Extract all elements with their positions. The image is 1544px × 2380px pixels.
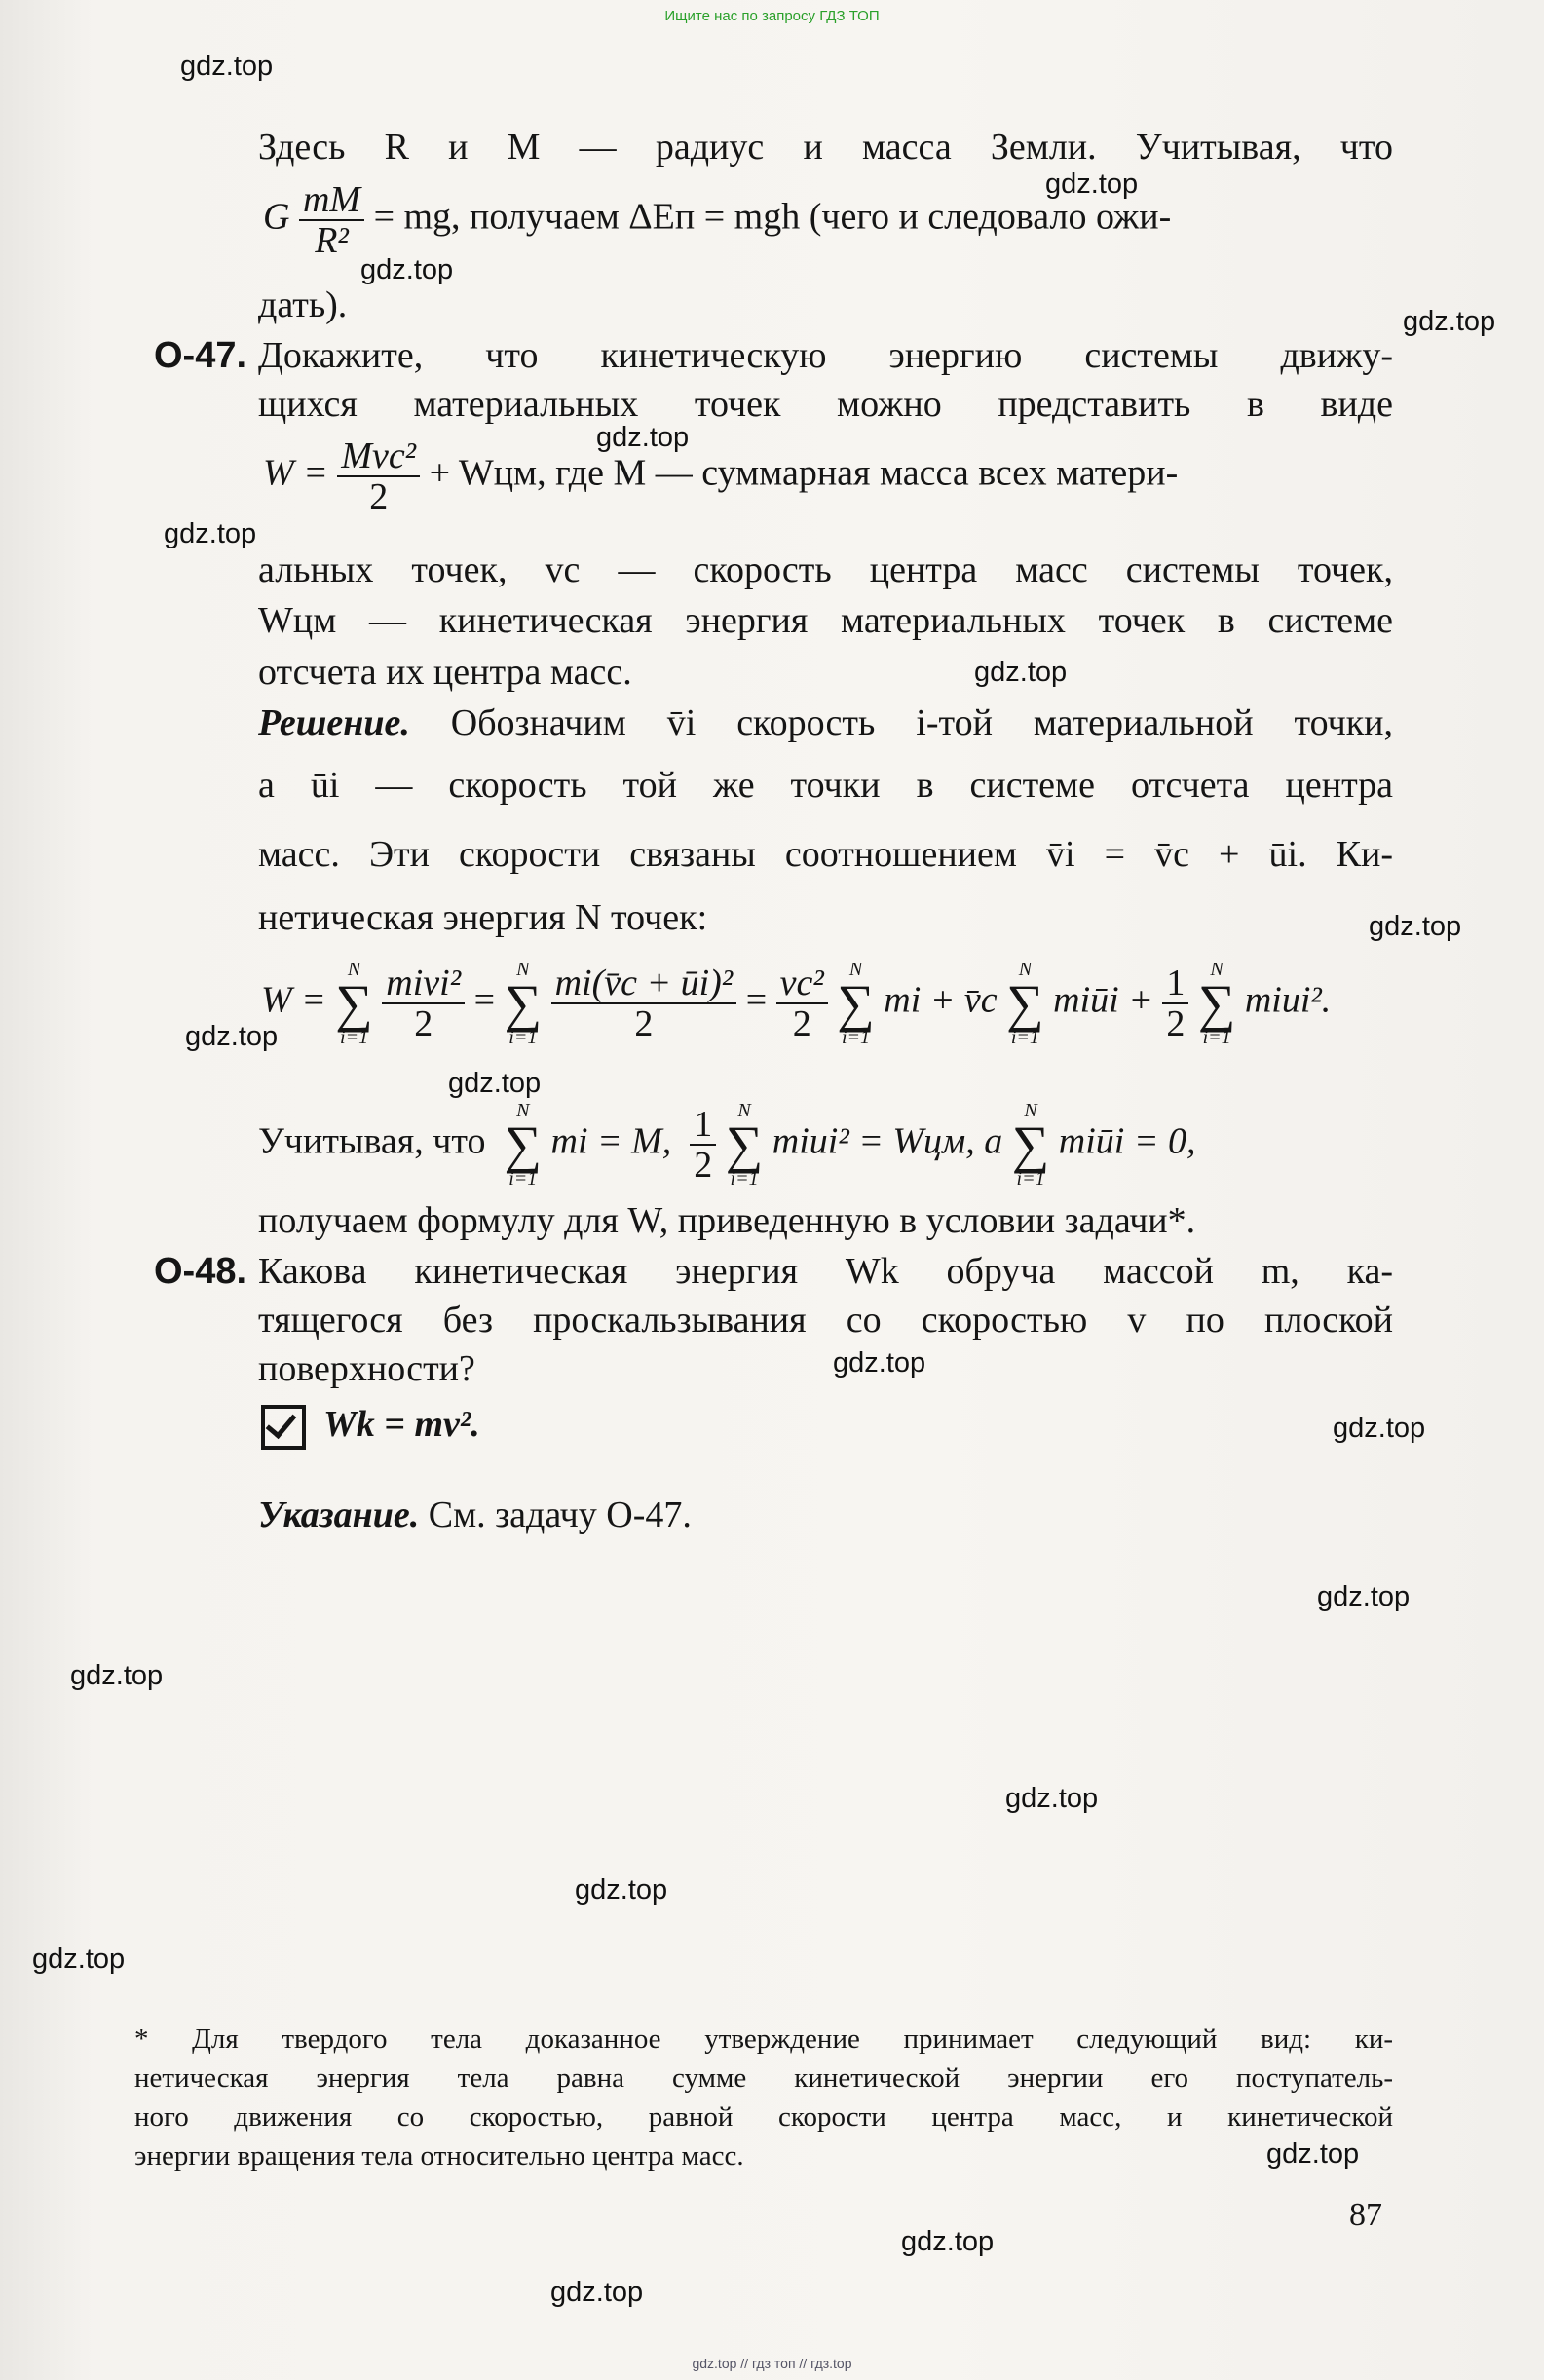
eq-term-6: miui². <box>1244 979 1332 1021</box>
watermark: gdz.top <box>1266 2138 1360 2170</box>
answer-line <box>261 1400 480 1450</box>
watermark: gdz.top <box>901 2226 995 2257</box>
sum-sign: N ∑ i=1 <box>504 1100 542 1190</box>
p47-line-2: щихся материальных точек можно представить в виде <box>258 384 1393 425</box>
watermark: gdz.top <box>360 254 454 285</box>
sum-upper: N <box>516 959 530 980</box>
sum-lower: i=1 <box>340 1027 369 1048</box>
solution-line-1 <box>258 699 1393 747</box>
watermark: gdz.top <box>1045 169 1139 200</box>
watermark: gdz.top <box>1403 306 1496 337</box>
gravity-constant: G <box>263 196 290 238</box>
watermark: gdz.top <box>32 1944 126 1975</box>
numerator: mM <box>299 180 364 221</box>
watermark: gdz.top <box>180 51 274 82</box>
denominator: 2 <box>792 1003 811 1044</box>
sum-sign: N ∑ i=1 <box>1006 959 1044 1048</box>
footnote-line-4: энергии вращения тела относительно центра масс. <box>134 2140 744 2172</box>
denominator: 2 <box>694 1145 713 1186</box>
watermark: gdz.top <box>185 1021 279 1052</box>
p47-line-4: альных точек, vc — скорость центра масс системы точек, <box>258 549 1393 590</box>
numerator: 1 <box>690 1105 716 1146</box>
problem-48-number: О-48. <box>154 1251 247 1292</box>
p47-line-5: Wцм — кинетическая энергия материальных точек в системе <box>258 600 1393 641</box>
fraction-mM-R2 <box>299 180 364 260</box>
denominator: 2 <box>414 1003 433 1044</box>
watermark: gdz.top <box>1333 1413 1426 1444</box>
numerator: 1 <box>1162 963 1188 1004</box>
checkbox-icon <box>261 1405 306 1450</box>
kinetic-energy-equation: W = N ∑ i=1 $\frac{\text{mivi²}}{2}$ = N ∑ i=1 $\frac{\text{mi(v̄c + ūi)²}}{2}$ = $\frac{\text{vc²}}{2}$ N ∑ i=1 mi + v̄c N ∑ i=1 miūi + $\frac{1}{2}$ N ∑ i=1 miui². <box>261 959 1332 1048</box>
sum-sign: N ∑ i=1 <box>1197 959 1236 1048</box>
sum-upper: N <box>1210 959 1224 980</box>
hint-text: См. задачу О-47. <box>428 1494 692 1535</box>
watermark: gdz.top <box>164 518 257 549</box>
sum-lower: i=1 <box>1016 1168 1045 1190</box>
numerator: Mvc² <box>337 436 420 477</box>
given-half <box>690 1105 716 1185</box>
given-line <box>258 1101 1196 1189</box>
solution-text: Обозначим v̄i скорость i-той материальной точки, <box>450 702 1394 743</box>
p47-line-1: Докажите, что кинетическую энергию системы движу- <box>258 335 1393 376</box>
denominator: 2 <box>634 1003 654 1044</box>
page-number: 87 <box>1349 2197 1382 2233</box>
footnote-line-3: ного движения со скоростью, равной скорости центра масс, и кинетической <box>134 2101 1393 2133</box>
numerator: mi(v̄c + ūi)² <box>551 963 737 1004</box>
sum-upper: N <box>1018 959 1033 980</box>
p47-formula-line <box>263 436 1178 516</box>
given-energy: miui² = Wцм, а <box>772 1120 1003 1162</box>
hint-label: Указание. <box>258 1494 420 1535</box>
problem-47-number: О-47. <box>154 335 247 376</box>
sum-upper: N <box>848 959 863 980</box>
p48-line-2: тящегося без проскальзывания со скоростью v по плоской <box>258 1300 1393 1341</box>
w-equals: W = <box>263 452 328 494</box>
intro-line-2 <box>263 180 1171 260</box>
solution-line-4: нетическая энергия N точек: <box>258 897 708 938</box>
eq-term-4: mi + v̄c <box>884 979 998 1021</box>
answer-formula: Wk = mv². <box>323 1404 480 1445</box>
watermark: gdz.top <box>1369 911 1462 942</box>
p47-line-6: отсчета их центра масс. <box>258 652 632 693</box>
sum-upper: N <box>737 1100 751 1121</box>
watermark: gdz.top <box>596 422 690 453</box>
watermark: gdz.top <box>974 657 1068 688</box>
conclusion-line: получаем формулу для W, приведенную в условии задачи*. <box>258 1200 1196 1241</box>
watermark: gdz.top <box>833 1347 926 1379</box>
footnote-line-2: нетическая энергия тела равна сумме кинетической энергии его поступатель- <box>134 2062 1393 2094</box>
denominator: 2 <box>1166 1003 1186 1044</box>
sum-sign: N ∑ i=1 <box>837 959 875 1048</box>
sum-upper: N <box>347 959 361 980</box>
sum-lower: i=1 <box>730 1168 759 1190</box>
watermark: gdz.top <box>70 1660 164 1691</box>
eq-fraction-3 <box>776 963 828 1043</box>
denominator: R² <box>315 220 349 261</box>
eq-fraction-2 <box>551 963 737 1043</box>
p47-line-3-rest: + Wцм, где M — суммарная масса всех матери- <box>429 452 1179 494</box>
sum-lower: i=1 <box>1010 1027 1039 1048</box>
footnote-line-1: * Для твердого тела доказанное утверждение принимает следующий вид: ки- <box>134 2023 1393 2055</box>
sum-upper: N <box>1024 1100 1037 1121</box>
sum-lower: i=1 <box>841 1027 871 1048</box>
sum-lower: i=1 <box>508 1027 538 1048</box>
solution-line-3: масс. Эти скорости связаны соотношением v̄i = v̄c + ūi. Ки- <box>258 834 1393 875</box>
eq-w: W = <box>261 979 326 1021</box>
solution-label: Решение. <box>258 702 410 743</box>
numerator: vc² <box>776 963 828 1004</box>
eq-fraction-half <box>1162 963 1188 1043</box>
given-momentum: miūi = 0, <box>1058 1120 1196 1162</box>
sum-sign: N ∑ i=1 <box>725 1100 764 1190</box>
given-text: Учитывая, что <box>258 1120 486 1162</box>
intro-line-3: дать). <box>258 284 348 325</box>
sum-lower: i=1 <box>1202 1027 1231 1048</box>
sum-lower: i=1 <box>508 1168 538 1190</box>
top-banner[interactable]: Ищите нас по запросу ГДЗ ТОП <box>664 8 880 24</box>
watermark: gdz.top <box>1005 1783 1099 1814</box>
watermark: gdz.top <box>550 2277 644 2308</box>
p48-line-3: поверхности? <box>258 1348 475 1389</box>
sum-sign: N ∑ i=1 <box>335 959 373 1048</box>
watermark: gdz.top <box>448 1068 542 1099</box>
intro-line-1: Здесь R и M — радиус и масса Земли. Учитывая, что <box>258 127 1393 168</box>
watermark: gdz.top <box>575 1874 668 1906</box>
eq-fraction-1 <box>382 963 465 1043</box>
numerator: mivi² <box>382 963 465 1004</box>
intro-line-2-rest: = mg, получаем ΔEп = mgh (чего и следовало ожи- <box>373 196 1172 238</box>
solution-line-2: а ūi — скорость той же точки в системе отсчета центра <box>258 765 1393 806</box>
watermark: gdz.top <box>1317 1581 1411 1612</box>
p48-line-1: Какова кинетическая энергия Wk обруча массой m, ка- <box>258 1251 1393 1292</box>
bottom-banner[interactable]: gdz.top // гдз топ // гдз.top <box>692 2356 852 2371</box>
sum-sign: N ∑ i=1 <box>1011 1100 1050 1190</box>
given-mass: mi = M, <box>550 1120 672 1162</box>
sum-sign: N ∑ i=1 <box>504 959 543 1048</box>
sum-upper: N <box>516 1100 530 1121</box>
eq-term-5: miūi + <box>1053 979 1153 1021</box>
denominator: 2 <box>369 476 389 517</box>
fraction-Mvc2-2 <box>337 436 420 516</box>
hint-line <box>258 1491 692 1539</box>
